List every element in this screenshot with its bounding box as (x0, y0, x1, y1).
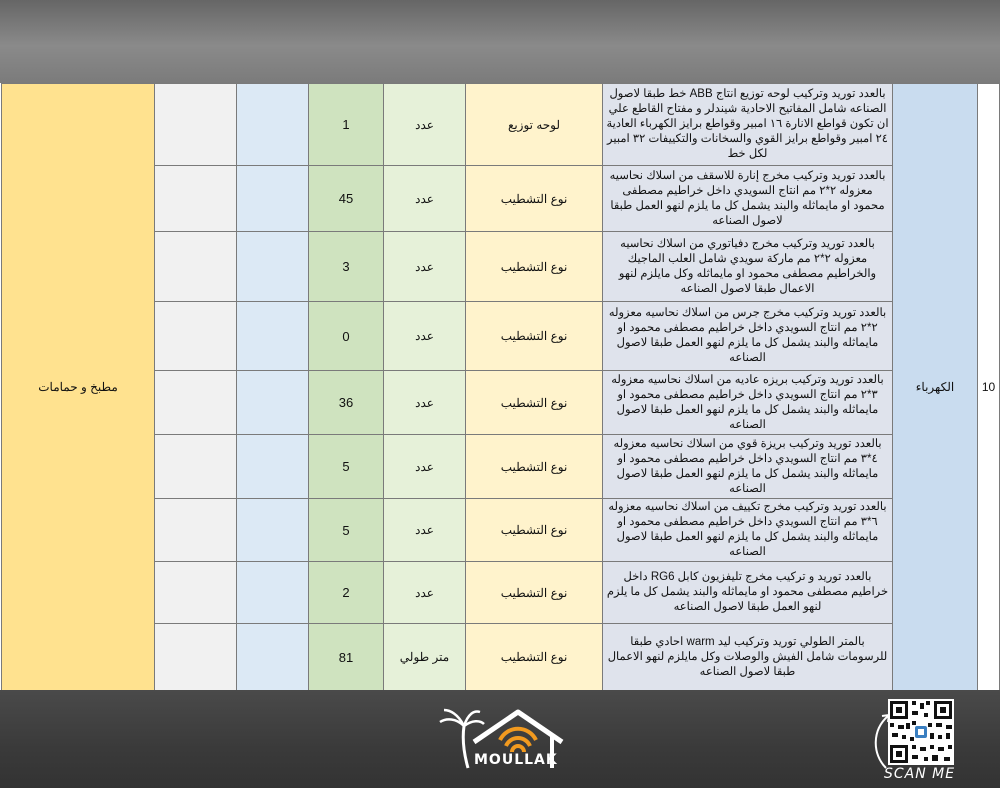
price-cell (237, 562, 309, 624)
table-row (2, 84, 1000, 166)
description-cell: بالعدد توريد وتركيب مخرج جرس من اسلاك نحاسيه معزوله ٢*٢ مم انتاج السويدي داخل خراطيم مصطفى محمود او مايماثله والبند يشمل كل ما يلزم لنهو العمل طبقا لاصول الصناعه (603, 302, 893, 371)
scan-me-label: SCAN ME (884, 766, 956, 782)
qr-code-icon[interactable] (888, 699, 954, 765)
total-cell (155, 166, 237, 232)
type-cell: نوع التشطيب (466, 435, 603, 499)
total-cell (155, 302, 237, 371)
price-cell (237, 302, 309, 371)
quantity-cell: 3 (309, 232, 384, 302)
total-cell (155, 371, 237, 435)
price-cell (237, 499, 309, 562)
price-cell (237, 435, 309, 499)
quantity-cell: 2 (309, 562, 384, 624)
type-cell: نوع التشطيب (466, 371, 603, 435)
unit-cell: عدد (384, 232, 466, 302)
unit-cell: عدد (384, 302, 466, 371)
total-cell (155, 624, 237, 691)
type-cell: نوع التشطيب (466, 624, 603, 691)
unit-cell: عدد (384, 84, 466, 166)
description-cell: بالعدد توريد وتركيب مخرج إنارة للاسقف من اسلاك نحاسيه معزوله ٢*٢ مم انتاج السويدي داخل خراطيم مصطفى محمود او مايماثله والبند يشمل كل ما يلزم لنهو العمل طبقا لاصول الصناعه (603, 166, 893, 232)
category-cell: الكهرباء (893, 84, 978, 691)
quantity-cell: 5 (309, 435, 384, 499)
quantity-cell: 81 (309, 624, 384, 691)
quantity-cell: 5 (309, 499, 384, 562)
unit-cell: عدد (384, 562, 466, 624)
description-cell: بالعدد توريد وتركيب بريزه عاديه من اسلاك نحاسيه معزوله ٣*٢ مم انتاج السويدي داخل خراطيم مصطفى محمود او مايماثله والبند يشمل كل ما يلزم لنهو العمل طبقا لاصول الصناعه (603, 371, 893, 435)
description-cell: بالعدد توريد وتركيب لوحه توزيع انتاج ABB خط طبقا لاصول الصناعه شامل المفاتيح الاحادية شيندلر و مفتاح القاطع علي ان تكون قواطع الانارة ١٦ امبير وقواطع برايز الكهرباء العادية ٢٤ امبير وقواطع برايز القوي والسخانات والتكييفات ٣٢ امبير لكل خط (603, 84, 893, 166)
price-cell (237, 84, 309, 166)
type-cell: نوع التشطيب (466, 232, 603, 302)
boq-table (1, 83, 1000, 691)
quantity-cell: 45 (309, 166, 384, 232)
total-cell (155, 499, 237, 562)
unit-cell: عدد (384, 371, 466, 435)
quantity-cell: 1 (309, 84, 384, 166)
type-cell: نوع التشطيب (466, 499, 603, 562)
total-cell (155, 435, 237, 499)
boq-sheet (0, 83, 1000, 690)
type-cell: لوحه توزيع (466, 84, 603, 166)
type-cell: نوع التشطيب (466, 166, 603, 232)
price-cell (237, 232, 309, 302)
quantity-cell: 0 (309, 302, 384, 371)
quantity-cell: 36 (309, 371, 384, 435)
unit-cell: عدد (384, 499, 466, 562)
top-header-bar (0, 0, 1000, 83)
unit-cell: متر طولي (384, 624, 466, 691)
notes-cell: مطبخ و حمامات (2, 84, 155, 691)
type-cell: نوع التشطيب (466, 302, 603, 371)
total-cell (155, 232, 237, 302)
total-cell (155, 84, 237, 166)
footer-bar (0, 690, 1000, 788)
description-cell: بالعدد توريد وتركيب مخرج تكييف من اسلاك نحاسيه معزوله ٦*٣ مم انتاج السويدي داخل خراطيم مصطفى محمود او مايماثله والبند يشمل كل ما يلزم لنهو العمل طبقا لاصول الصناعه (603, 499, 893, 562)
price-cell (237, 166, 309, 232)
description-cell: بالمتر الطولي توريد وتركيب ليد warm احادي طبقا للرسومات شامل الفيش والوصلات وكل مايلزم لنهو الاعمال طبقا لاصول الصناعه (603, 624, 893, 691)
unit-cell: عدد (384, 166, 466, 232)
unit-cell: عدد (384, 435, 466, 499)
description-cell: بالعدد توريد وتركيب بريزة قوي من اسلاك نحاسيه معزوله ٤*٣ مم انتاج السويدي داخل خراطيم مصطفى محمود او مايماثله والبند يشمل كل ما يلزم لنهو العمل طبقا لاصول الصناعه (603, 435, 893, 499)
description-cell: بالعدد توريد وتركيب مخرج دفياتوري من اسلاك نحاسيه معزوله ٢*٢ مم ماركة سويدي شامل العلب الماجيك والخراطيم مصطفى محمود او مايماثله وكل مايلزم لنهو الاعمال طبقا لاصول الصناعه (603, 232, 893, 302)
brand-name: MOULLAK (474, 752, 558, 768)
price-cell (237, 624, 309, 691)
total-cell (155, 562, 237, 624)
description-cell: بالعدد توريد و تركيب مخرج تليفزيون كابل RG6 داخل خراطيم مصطفى محمود او مايماثله والبند يشمل كل ما يلزم لنهو العمل طبقا لاصول الصناعه (603, 562, 893, 624)
item-number-cell: 10 (978, 84, 1000, 691)
type-cell: نوع التشطيب (466, 562, 603, 624)
price-cell (237, 371, 309, 435)
